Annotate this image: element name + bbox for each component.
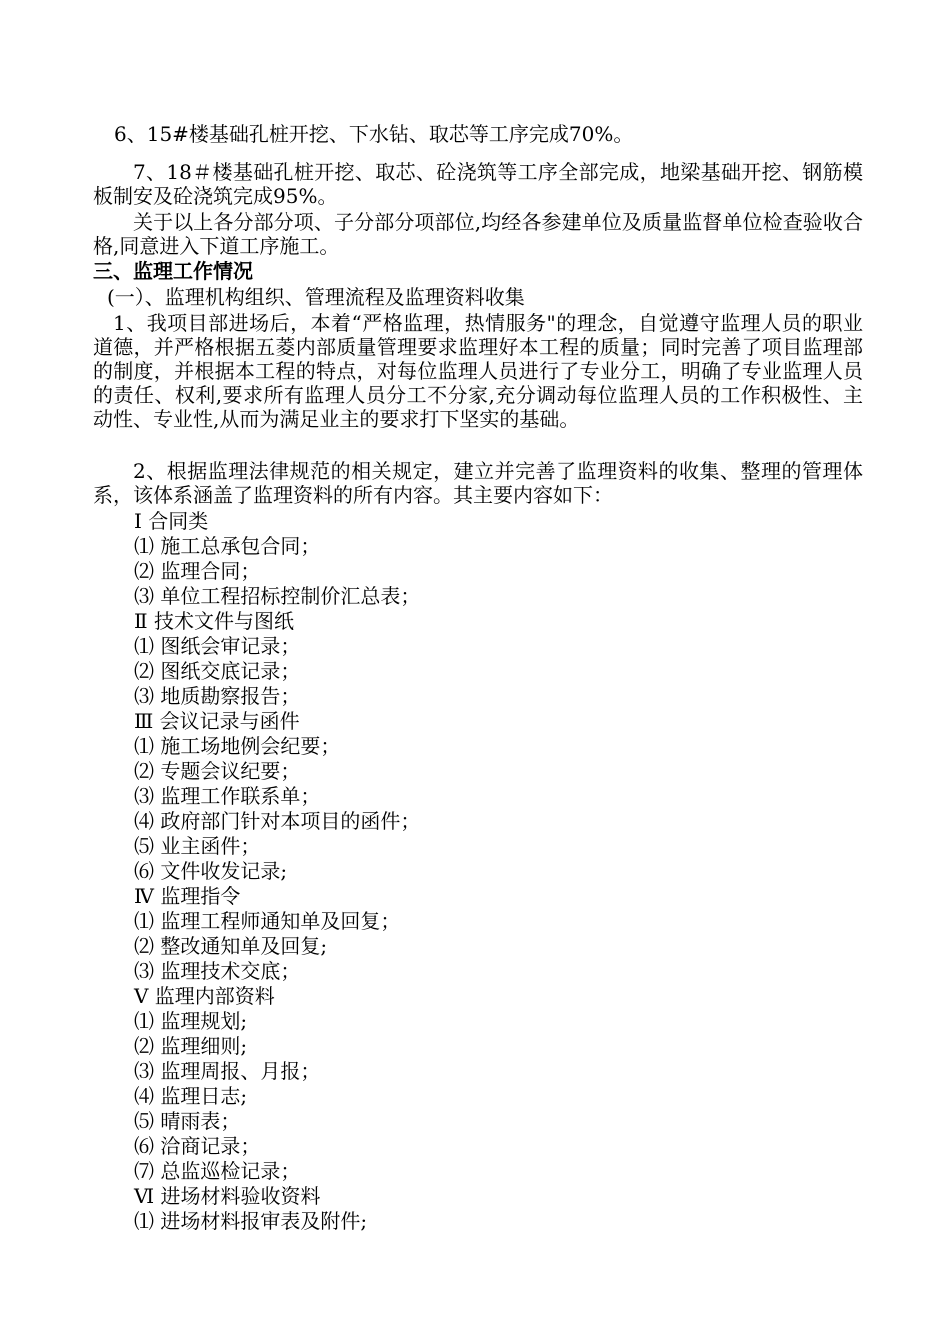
list-item: ⑴ 施工场地例会纪要； — [134, 734, 341, 758]
list-item: ⑴ 施工总承包合同； — [134, 534, 321, 558]
paragraph-organization: 1、我项目部进场后，本着“严格监理，热情服务"的理念，自觉遵守监理人员的职业道德，并严格根据五菱内部质量管理要求监理好本工程的质量；同时完善了项目监理部的制度，并根据本工程的特点，对每位监理人员进行了专业分工，明确了专业监理人员的责任、权利,要求所有监理人员分工不分家,充分调动每位监理人员的工作积极性、主动性、专业性,从而为满足业主的要求打下坚实的基础。 — [93, 311, 863, 431]
list-item: ⑶ 单位工程招标控制价汇总表； — [134, 584, 421, 608]
list-item: ⑸ 晴雨表； — [134, 1109, 241, 1133]
list-item: ⑶ 地质勘察报告； — [134, 684, 301, 708]
list-item: ⑵ 监理合同； — [134, 559, 261, 583]
list-item: ⑴ 监理工程师通知单及回复； — [134, 909, 401, 933]
paragraph-inspection: 关于以上各分部分项、子分部分项部位,均经各参建单位及质量监督单位检查验收合格,同意进入下道工序施工。 — [93, 210, 863, 258]
list-item: ⑵ 专题会议纪要； — [134, 759, 301, 783]
list-item: Ⅱ 技术文件与图纸 — [134, 609, 294, 633]
section-title: 三、监理工作情况 — [93, 259, 253, 283]
list-item: ⑶ 监理工作联系单； — [134, 784, 321, 808]
list-item: ⑴ 监理规划; — [134, 1009, 248, 1033]
paragraph-item-6: 6、15#楼基础孔桩开挖、下水钻、取芯等工序完成70%。 — [114, 122, 634, 146]
list-item: ⑺ 总监巡检记录； — [134, 1159, 301, 1183]
subsection-title: (一）、监理机构组织、管理流程及监理资料收集 — [107, 285, 525, 309]
list-item: ⑶ 监理周报、月报； — [134, 1059, 321, 1083]
list-item: Ⅲ 会议记录与函件 — [134, 709, 300, 733]
list-item: ⑵ 整改通知单及回复; — [134, 934, 328, 958]
list-item: ⑴ 进场材料报审表及附件; — [134, 1209, 368, 1233]
list-item: Ⅴ 监理内部资料 — [134, 984, 275, 1008]
list-item: ⑷ 政府部门针对本项目的函件； — [134, 809, 421, 833]
list-item: ⑶ 监理技术交底； — [134, 959, 301, 983]
list-item: ⑵ 图纸交底记录； — [134, 659, 301, 683]
list-item: ⑴ 图纸会审记录； — [134, 634, 301, 658]
list-item: ⑹ 洽商记录； — [134, 1134, 261, 1158]
list-item: ⑵ 监理细则; — [134, 1034, 248, 1058]
paragraph-item-7: 7、18＃楼基础孔桩开挖、取芯、砼浇筑等工序全部完成，地梁基础开挖、钢筋模板制安及砼浇筑完成95%。 — [93, 160, 863, 208]
list-item: Ⅰ 合同类 — [134, 509, 209, 533]
list-item: ⑸ 业主函件； — [134, 834, 261, 858]
paragraph-records-system: 2、根据监理法律规范的相关规定，建立并完善了监理资料的收集、整理的管理体系，该体系涵盖了监理资料的所有内容。其主要内容如下： — [93, 459, 863, 507]
list-item: ⑷ 监理日志; — [134, 1084, 248, 1108]
list-item: Ⅵ 进场材料验收资料 — [134, 1184, 321, 1208]
list-item: ⑹ 文件收发记录; — [134, 859, 288, 883]
list-item: Ⅳ 监理指令 — [134, 884, 241, 908]
